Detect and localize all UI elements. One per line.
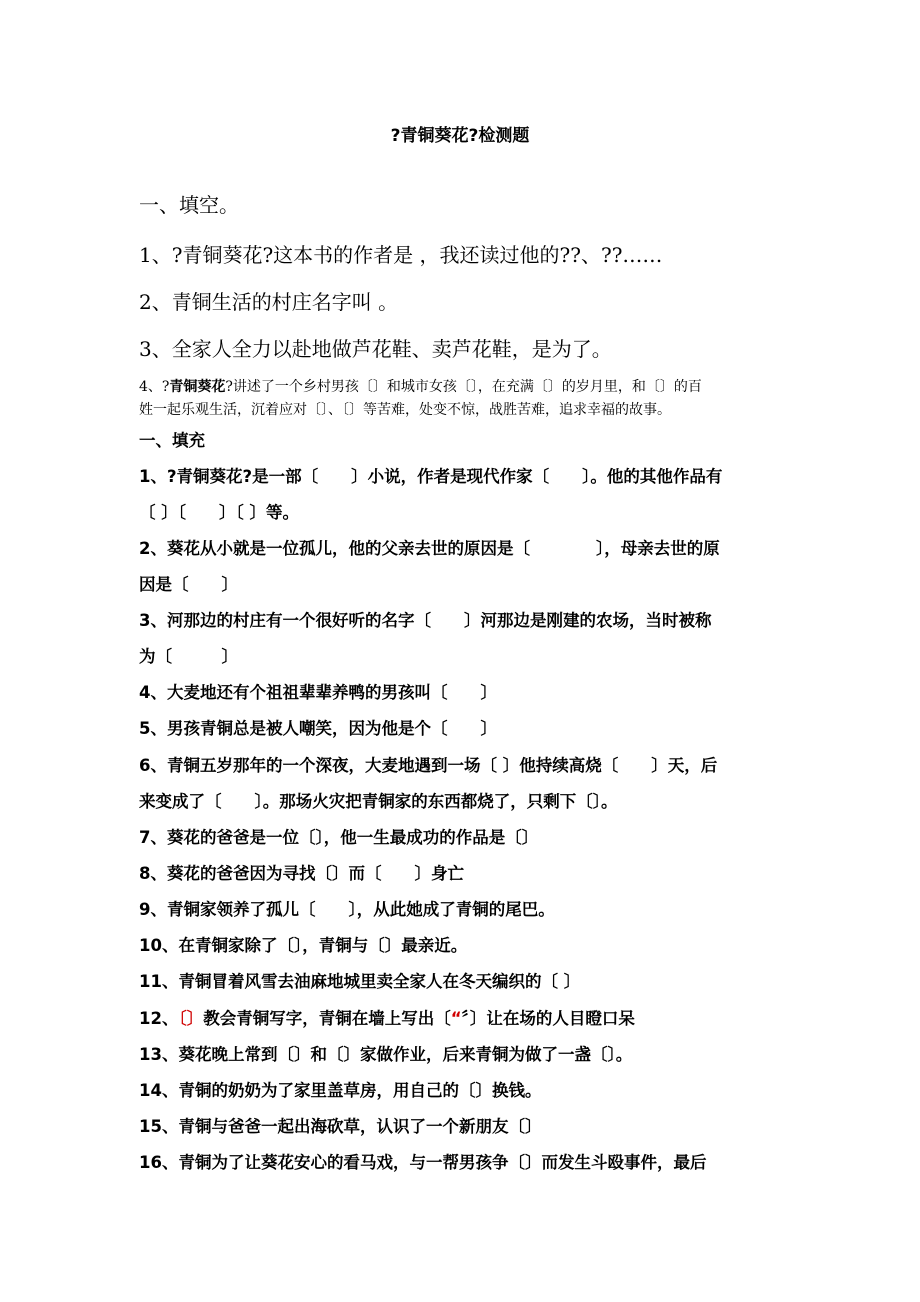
page-title: ?青铜葵花?检测题 [390, 126, 530, 146]
section1-item-1: 1、?青铜葵花?这本书的作者是 ，我还读过他的??、??…… [139, 243, 663, 267]
question-line: 1、?青铜葵花?是一部〔 〕小说，作者是现代作家〔 〕。他的其他作品有 [139, 467, 723, 486]
question-line: 14、青铜的奶奶为了家里盖草房，用自己的〔〕换钱。 [139, 1081, 542, 1100]
question-line: 9、青铜家领养了孤儿〔 〕，从此她成了青铜的尾巴。 [139, 900, 555, 919]
question-line: 为〔 〕 [139, 647, 238, 666]
section1-item-3: 3、全家人全力以赴地做芦花鞋、卖芦花鞋，是为了。 [139, 337, 612, 361]
question-line: 16、青铜为了让葵花安心的看马戏，与一帮男孩争〔〕而发生斗殴事件，最后 [139, 1153, 707, 1172]
question-line: 8、葵花的爸爸因为寻找〔〕而〔 〕身亡 [139, 864, 464, 883]
line12-number: 12、 [139, 1009, 179, 1028]
question-line: 6、青铜五岁那年的一个深夜，大麦地遇到一场〔 〕他持续高烧〔 〕天，后 [139, 756, 718, 775]
item4-book-title: 青铜葵花 [169, 379, 226, 395]
question-line: 15、青铜与爸爸一起出海砍草，认识了一个新朋友〔〕 [139, 1117, 542, 1136]
section2-heading: 一、填充 [139, 431, 205, 450]
question-line: 3、河那边的村庄有一个很好听的名字〔 〕河那边是刚建的农场，当时被称 [139, 611, 712, 630]
question-line: 5、男孩青铜总是被人嘲笑，因为他是个〔 〕 [139, 719, 497, 738]
section1-item-4-line-2: 姓一起乐观生活，沉着应对〔〕、〔〕等苦难，处变不惊，战胜苦难，追求幸福的故事。 [139, 402, 671, 418]
section1-item-2: 2、青铜生活的村庄名字叫 。 [139, 290, 399, 314]
question-line: 来变成了〔 〕。那场火灾把青铜家的东西都烧了，只剩下〔〕。 [139, 792, 618, 811]
question-line: 11、青铜冒着风雪去油麻地城里卖全家人在冬天编织的〔 〕 [139, 972, 581, 991]
question-line-12 [139, 1001, 789, 1037]
question-line: 2、葵花从小就是一位孤儿，他的父亲去世的原因是〔 〕，母亲去世的原 [139, 539, 720, 558]
item4-prefix: 4、? [139, 379, 170, 395]
line12-red-quote: “ [450, 1009, 462, 1028]
line12-end: 〞〕让在场的人目瞪口呆 [461, 1009, 635, 1028]
question-line: 13、葵花晚上常到〔〕和〔〕家做作业，后来青铜为做了一盏〔〕。 [139, 1045, 633, 1064]
question-line: 〔 〕〔 〕〔 〕等。 [139, 503, 299, 522]
item4-line1-rest: ?讲述了一个乡村男孩〔〕和城市女孩〔〕，在充满〔〕的岁月里，和〔〕的百 [225, 379, 702, 395]
section1-heading: 一、填空。 [139, 193, 239, 217]
question-line: 10、在青铜家除了〔〕，青铜与〔〕最亲近。 [139, 936, 468, 955]
line12-middle: 教会青铜写字，青铜在墙上写出〔 [203, 1009, 451, 1028]
question-line: 因是〔 〕 [139, 575, 238, 594]
question-line: 7、葵花的爸爸是一位〔〕，他一生最成功的作品是〔〕 [139, 828, 539, 847]
section1-item-4-line-1 [139, 376, 799, 399]
question-line: 4、大麦地还有个祖祖辈辈养鸭的男孩叫〔 〕 [139, 683, 497, 702]
line12-red-bracket: 〔〕 [178, 1009, 204, 1028]
